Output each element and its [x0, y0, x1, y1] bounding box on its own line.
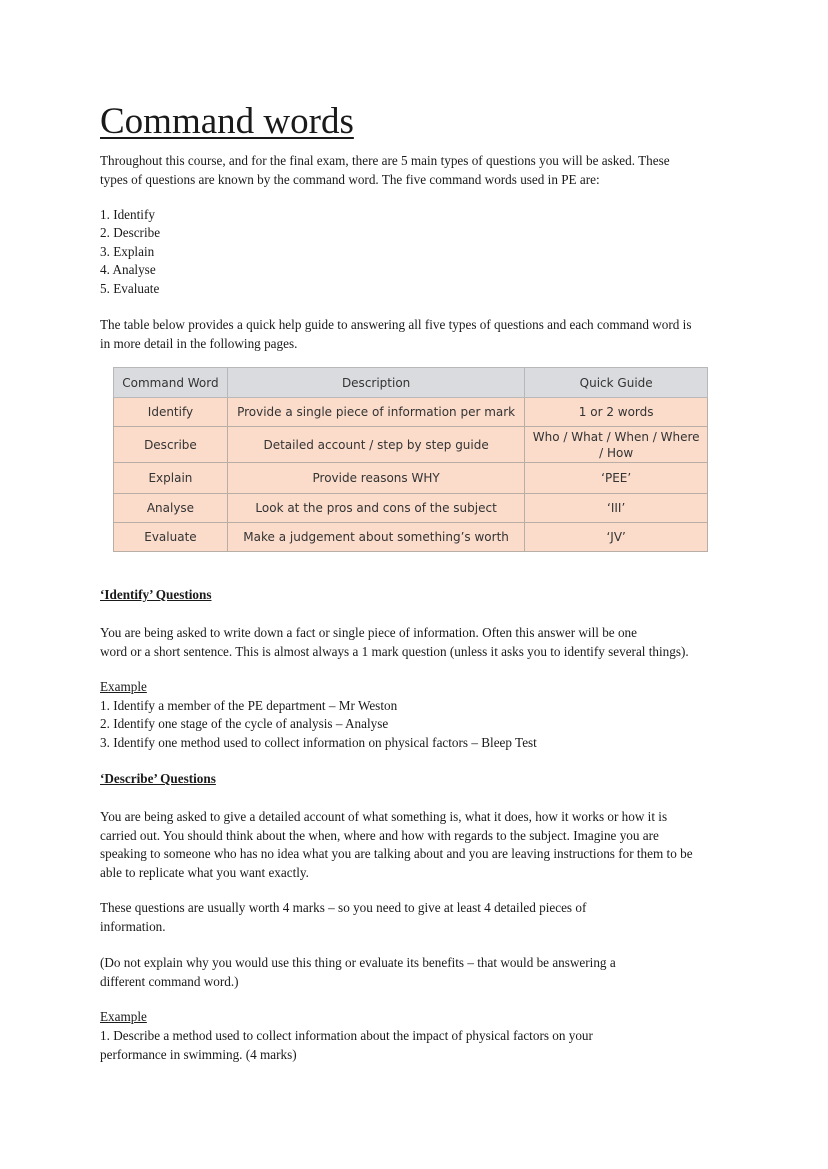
list-item: 4. Analyse [100, 262, 156, 277]
cell-command-word: Describe [114, 427, 228, 463]
cell-command-word: Explain [114, 463, 228, 494]
describe-example-line: 1. Describe a method used to collect information about the impact of physical factors on your [100, 1028, 593, 1043]
describe-paragraph-1 [100, 808, 740, 882]
intro-paragraph [100, 152, 740, 189]
table-row [114, 494, 708, 523]
describe-line: (Do not explain why you would use this thing or evaluate its benefits – that would be answering a [100, 955, 616, 970]
describe-example-line: performance in swimming. (4 marks) [100, 1046, 297, 1062]
cell-command-word: Identify [114, 398, 228, 427]
cell-description: Provide reasons WHY [227, 463, 524, 494]
table-intro-line-1: The table below provides a quick help guide to answering all five types of questions and each command word is [100, 317, 692, 332]
identify-example-label: Example [100, 679, 147, 694]
list-item: 1. Identify a member of the PE department – Mr Weston [100, 698, 398, 713]
describe-line: able to replicate what you want exactly. [100, 864, 309, 880]
describe-section-heading: ‘Describe’ Questions [100, 771, 216, 786]
table-intro-paragraph [100, 316, 740, 353]
identify-section-heading: ‘Identify’ Questions [100, 587, 212, 602]
table-intro-line-2: in more detail in the following pages. [100, 335, 298, 351]
header-quick-guide: Quick Guide [525, 368, 708, 398]
list-item: 2. Describe [100, 225, 161, 240]
table-header-row [114, 368, 708, 398]
header-description: Description [227, 368, 524, 398]
describe-line: information. [100, 918, 166, 934]
describe-paragraph-3 [100, 954, 740, 991]
cell-quick-guide: ‘JV’ [525, 523, 708, 552]
describe-line: carried out. You should think about the when, where and how with regards to the subject. Imagine you are [100, 827, 659, 843]
describe-line: different command word.) [100, 973, 239, 989]
cell-quick-guide: ‘III’ [525, 494, 708, 523]
describe-line: You are being asked to give a detailed account of what something is, what it does, how it works or how it is [100, 809, 668, 824]
describe-paragraph-2 [100, 899, 740, 936]
table-row [114, 523, 708, 552]
list-item: 1. Identify [100, 207, 155, 222]
header-command-word: Command Word [114, 368, 228, 398]
cell-quick-guide: 1 or 2 words [525, 398, 708, 427]
describe-example [100, 1027, 740, 1064]
identify-paragraph [100, 624, 740, 661]
describe-line: speaking to someone who has no idea what you are talking about and you are leaving instructions for them to be [100, 846, 693, 861]
page-title: Command words [100, 101, 354, 142]
identify-line-1: You are being asked to write down a fact or single piece of information. Often this answer will be one [100, 625, 638, 640]
cell-quick-guide: ‘PEE’ [525, 463, 708, 494]
describe-example-label: Example [100, 1009, 147, 1024]
cell-description: Provide a single piece of information per mark [227, 398, 524, 427]
list-item: 3. Explain [100, 244, 155, 259]
table-row [114, 398, 708, 427]
intro-line-1: Throughout this course, and for the final exam, there are 5 main types of questions you will be asked. These [100, 153, 670, 168]
cell-quick-guide: Who / What / When / Where / How [525, 427, 708, 463]
intro-line-2: types of questions are known by the command word. The five command words used in PE are: [100, 171, 600, 187]
list-item: 5. Evaluate [100, 281, 160, 296]
command-words-table [113, 367, 708, 552]
list-item: 3. Identify one method used to collect information on physical factors – Bleep Test [100, 735, 537, 750]
cell-description: Make a judgement about something’s worth [227, 523, 524, 552]
list-item: 2. Identify one stage of the cycle of analysis – Analyse [100, 716, 389, 731]
cell-description: Detailed account / step by step guide [227, 427, 524, 463]
cell-command-word: Evaluate [114, 523, 228, 552]
table-row [114, 427, 708, 463]
cell-command-word: Analyse [114, 494, 228, 523]
table-row [114, 463, 708, 494]
cell-description: Look at the pros and cons of the subject [227, 494, 524, 523]
describe-line: These questions are usually worth 4 marks – so you need to give at least 4 detailed pieces of [100, 900, 587, 915]
identify-line-2: word or a short sentence. This is almost always a 1 mark question (unless it asks you to identify several things). [100, 643, 689, 659]
